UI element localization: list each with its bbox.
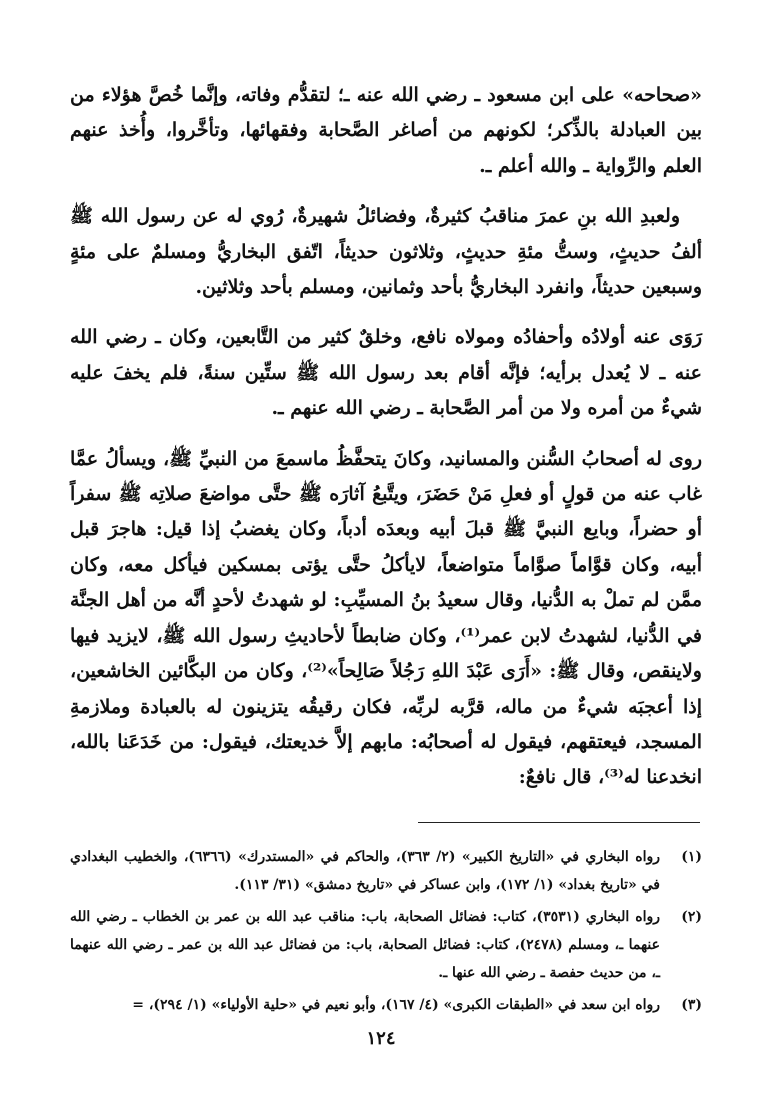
footnote-1 xyxy=(70,843,702,899)
paragraph-2: ولعبدِ الله بنِ عمرَ مناقبُ كثيرةٌ، وفضائلُ شهيرةٌ، رُوي له عن رسول الله ﷺ ألفُ حديثٍ، وستُّ مئةِ حديثٍ، وثلاثون حديثاً، اتّفق البخاريُّ ومسلمٌ على مئةٍ وسبعين حديثاً، وانفرد البخاريُّ بأحد وثمانين، ومسلم بأحد وثلاثين. xyxy=(70,205,702,299)
paragraph-3: رَوَى عنه أولادُه وأحفادُه ومولاه نافع، وخلقٌ كثير من التَّابعين، وكان ـ رضي الله عنه ـ لا يُعدل برأيه؛ فإنَّه أقام بعد رسول الله ﷺ ستِّين سنةً، فلم يخفَ عليه شيءٌ من أمره ولا من أمر الصَّحابة ـ رضي الله عنهم ـ. xyxy=(70,326,702,420)
footnote-text: رواه البخاري في «التاريخ الكبير» (٢/ ٣٦٣)، والحاكم في «المستدرك» (٦٣٦٦)، والخطيب البغدادي في «تاريخ بغداد» (١/ ١٧٢)، وابن عساكر في «تاريخ دمشق» (٣١/ ١١٣). xyxy=(70,849,660,893)
footnotes xyxy=(70,843,702,1023)
footnote-divider xyxy=(418,822,700,823)
main-text xyxy=(70,78,702,796)
page-number: ١٢٤ xyxy=(366,1028,396,1049)
footnote-number: (٣) xyxy=(681,997,702,1013)
footnote-number: (١) xyxy=(681,849,702,865)
paragraph-4: روى له أصحابُ السُّنن والمسانيد، وكانَ يتحفَّظُ ماسمعَ من النبيِّ ﷺ، ويسألُ عمَّا غاب عنه من قولٍ أو فعلِ مَنْ حَضَرَ، ويتَّبعُ آثارَه ﷺ حتَّى مواضعَ صلاتِه ﷺ سفراً أو حضراً، وبايع النبيَّ ﷺ قبلَ أبيه وبعدَه أدباً، وكان يغضبُ إذا قيل: هاجرَ قبل أبيه، وكان قوَّاماً صوَّاماً متواضعاً، لايأكلُ حتَّى يؤتى بمسكين فيأكل معه، وكان ممَّن لم تملْ به الدُّنيا، وقال سعيدُ بنُ المسيِّبِ: لو شهدتُ لأحدٍ أنَّه من أهل الجنَّة في الدُّنيا، لشهدتُ لابن عمر⁽¹⁾، وكان ضابطاً لأحاديثِ رسول الله ﷺ، لايزيد فيها ولاينقص، وقال ﷺ: «أَرَى عَبْدَ اللهِ رَجُلاً صَالِحاً»⁽²⁾، وكان من البكَّائين الخاشعين، إذا أعجبَه شيءٌ من ماله، قرَّبه لربِّه، فكان رقيقُه يتزينون له بالعبادة وملازمةِ المسجد، فيعتقهم، فيقول له أصحابُه: مابهم إلاَّ خديعتك، فيقول: من خَدَعَنا بالله، انخدعنا له⁽³⁾، قال نافعٌ: xyxy=(70,447,702,789)
footnote-text: رواه البخاري (٣٥٣١)، كتاب: فضائل الصحابة، باب: مناقب عبد الله بن عمر بن الخطاب ـ رضي الله عنهما ـ، ومسلم (٢٤٧٨)، كتاب: فضائل الصحابة، باب: من فضائل عبد الله بن عمر ـ رضي الله عنهما ـ، من حديث حفصة ـ رضي الله عنها ـ. xyxy=(70,909,660,981)
footnote-2 xyxy=(70,903,702,987)
footnote-text: رواه ابن سعد في «الطبقات الكبرى» (٤/ ١٦٧)، وأبو نعيم في «حلية الأولياء» (١/ ٢٩٤)، = xyxy=(132,997,660,1013)
footnote-number: (٢) xyxy=(681,909,702,925)
footnote-3 xyxy=(70,991,702,1019)
paragraph-1: «صحاحه» على ابن مسعود ـ رضي الله عنه ـ؛ لتقدُّم وفاته، وإنَّما خُصَّ هؤلاء من بين العبادلة بالذِّكر؛ لكونهم من أصاغر الصَّحابة وفقهائها، وتأخَّروا، وأُخذ عنهم العلم والرِّواية ـ والله أعلم ـ. xyxy=(70,84,702,177)
